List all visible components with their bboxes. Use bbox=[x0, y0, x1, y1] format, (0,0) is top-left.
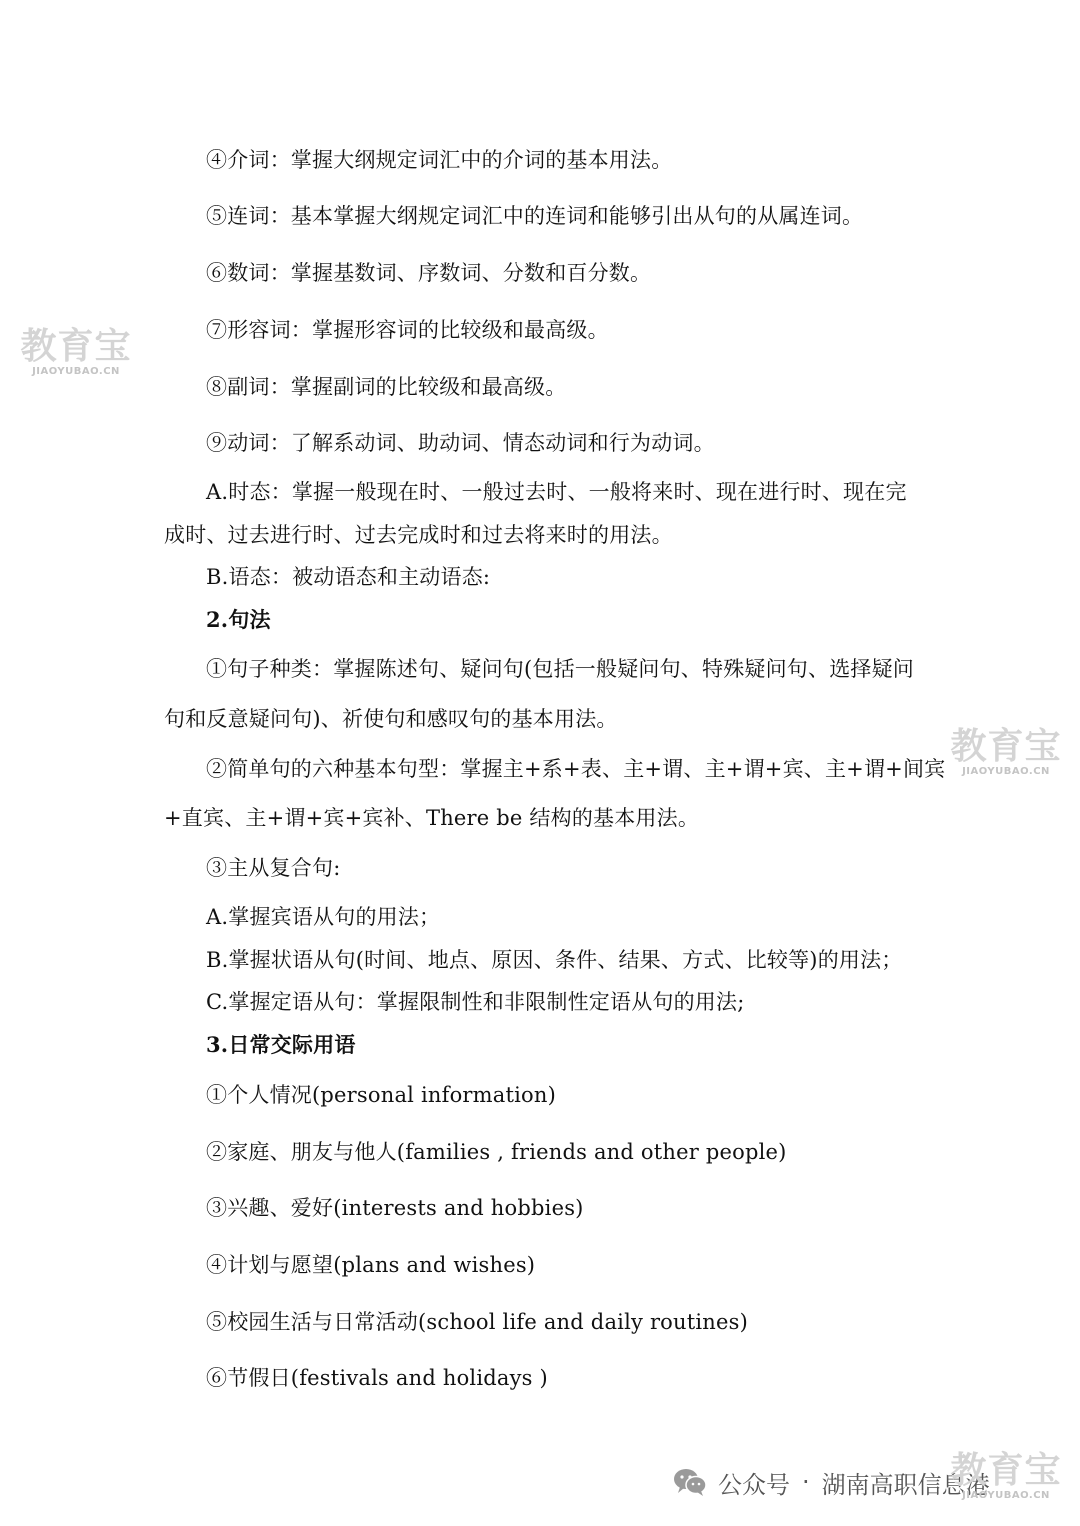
text-line-adjective: ⑦形容词：掌握形容词的比较级和最高级。 bbox=[206, 318, 609, 342]
text-line-interests: ③兴趣、爱好(interests and hobbies) bbox=[206, 1196, 584, 1220]
text-line-complex-sentence: ③主从复合句: bbox=[206, 856, 341, 880]
text-line-school-life: ⑤校园生活与日常活动(school life and daily routines) bbox=[206, 1310, 749, 1334]
text-line-voice: B.语态：被动语态和主动语态: bbox=[206, 565, 491, 589]
section-heading-syntax: 2.句法 bbox=[206, 607, 271, 632]
text-line-simple-sentence: ②简单句的六种基本句型：掌握主+系+表、主+谓、主+谓+宾、主+谓+间宾 bbox=[206, 757, 946, 781]
watermark-logo: 教育宝 bbox=[950, 1450, 1062, 1491]
text-line-simple-sentence-cont: +直宾、主+谓+宾+宾补、There be 结构的基本用法。 bbox=[164, 806, 700, 830]
watermark-url: JIAOYUBAO.CN bbox=[962, 1490, 1050, 1501]
text-line-attributive-clause: C.掌握定语从句：掌握限制性和非限制性定语从句的用法; bbox=[206, 990, 745, 1014]
watermark bbox=[944, 728, 1068, 778]
text-line-preposition: ④介词：掌握大纲规定词汇中的介词的基本用法。 bbox=[206, 148, 673, 172]
text-line-conjunction: ⑤连词：基本掌握大纲规定词汇中的连词和能够引出从句的从属连词。 bbox=[206, 204, 864, 228]
watermark-logo: 教育宝 bbox=[950, 726, 1062, 767]
footer-account[interactable] bbox=[672, 1464, 990, 1500]
watermark-url: JIAOYUBAO.CN bbox=[962, 766, 1050, 777]
text-line-tense-cont: 成时、过去进行时、过去完成时和过去将来时的用法。 bbox=[164, 523, 673, 547]
text-line-verb: ⑨动词：了解系动词、助动词、情态动词和行为动词。 bbox=[206, 431, 715, 455]
footer-prefix: 公众号 bbox=[718, 1470, 790, 1499]
text-line-adverb: ⑧副词：掌握副词的比较级和最高级。 bbox=[206, 375, 567, 399]
wechat-icon bbox=[672, 1467, 708, 1497]
text-line-numeral: ⑥数词：掌握基数词、序数词、分数和百分数。 bbox=[206, 261, 652, 285]
text-line-sentence-types-cont: 句和反意疑问句)、祈使句和感叹句的基本用法。 bbox=[164, 707, 618, 731]
section-heading-communication: 3.日常交际用语 bbox=[206, 1032, 356, 1057]
text-line-object-clause: A.掌握宾语从句的用法； bbox=[206, 905, 441, 929]
watermark-url: JIAOYUBAO.CN bbox=[32, 366, 120, 377]
watermark bbox=[14, 328, 138, 378]
footer-separator: · bbox=[802, 1468, 810, 1496]
footer-account-name: 湖南高职信息港 bbox=[821, 1470, 990, 1499]
text-line-family: ②家庭、朋友与他人(families , friends and other people) bbox=[206, 1140, 787, 1164]
text-line-plans: ④计划与愿望(plans and wishes) bbox=[206, 1253, 536, 1277]
text-line-sentence-types: ①句子种类：掌握陈述句、疑问句(包括一般疑问句、特殊疑问句、选择疑问 bbox=[206, 657, 914, 681]
watermark-logo: 教育宝 bbox=[20, 326, 132, 367]
text-line-adverbial-clause: B.掌握状语从句(时间、地点、原因、条件、结果、方式、比较等)的用法； bbox=[206, 948, 903, 972]
text-line-tense: A.时态：掌握一般现在时、一般过去时、一般将来时、现在进行时、现在完 bbox=[206, 480, 907, 504]
text-line-personal-info: ①个人情况(personal information) bbox=[206, 1083, 557, 1107]
text-line-holidays: ⑥节假日(festivals and holidays ) bbox=[206, 1366, 548, 1390]
